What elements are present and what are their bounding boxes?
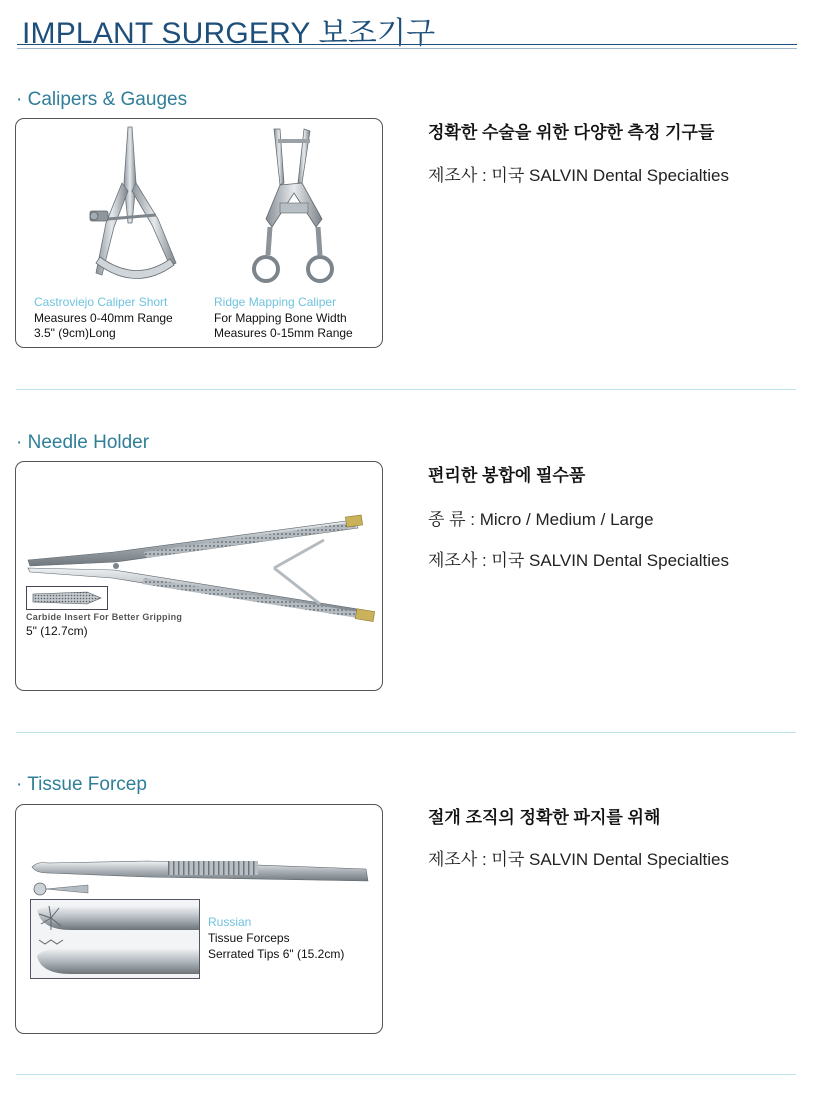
needle-holder-size: 5" (12.7cm) [26,624,88,638]
section-divider [16,389,796,390]
ridge-caliper-icon [250,123,340,291]
tissue-forcep-panel [15,804,383,1034]
title-divider-secondary [17,48,797,49]
product-spec-ridge-purpose: For Mapping Bone Width [214,311,347,325]
section-divider [16,732,796,733]
section-divider [16,1074,796,1075]
product-name-russian: Russian [208,915,252,929]
product-spec-castroviejo-range: Measures 0-40mm Range [34,311,173,325]
calipers-headline: 정확한 수술을 위한 다양한 측정 기구들 [428,123,715,142]
caliper-icon [66,123,196,291]
section-title-tissue-forcep: · Tissue Forcep [16,774,147,795]
needle-holder-types: 종 류 : Micro / Medium / Large [428,510,654,529]
carbide-insert-caption: Carbide Insert For Better Gripping [26,612,183,622]
page-title: IMPLANT SURGERY 보조기구 [22,17,436,50]
product-name-castroviejo: Castroviejo Caliper Short [34,295,168,309]
product-spec-castroviejo-length: 3.5" (9cm)Long [34,326,116,340]
serrated-tip-icon [31,900,199,978]
needle-holder-headline: 편리한 봉합에 필수품 [428,466,586,485]
product-spec-serrated-tips: Serrated Tips 6" (15.2cm) [208,947,345,961]
calipers-manufacturer: 제조사 : 미국 SALVIN Dental Specialties [428,166,730,185]
title-divider [17,44,797,45]
product-spec-tissue-forceps: Tissue Forceps [208,931,290,945]
forcep-tip-inset [30,899,200,979]
tissue-forcep-manufacturer: 제조사 : 미국 SALVIN Dental Specialties [428,850,730,869]
section-title-needle-holder: · Needle Holder [16,432,150,453]
calipers-panel [15,118,383,348]
needle-holder-manufacturer: 제조사 : 미국 SALVIN Dental Specialties [428,551,730,570]
product-spec-ridge-range: Measures 0-15mm Range [214,326,353,340]
product-name-ridge-mapping: Ridge Mapping Caliper [214,295,337,309]
needle-holder-panel [15,461,383,691]
carbide-insert-icon [31,591,103,605]
section-title-calipers: · Calipers & Gauges [16,89,188,110]
tissue-forcep-headline: 절개 조직의 정확한 파지를 위해 [428,808,661,827]
carbide-insert-inset [26,586,108,610]
tissue-forcep-icon [28,855,372,901]
